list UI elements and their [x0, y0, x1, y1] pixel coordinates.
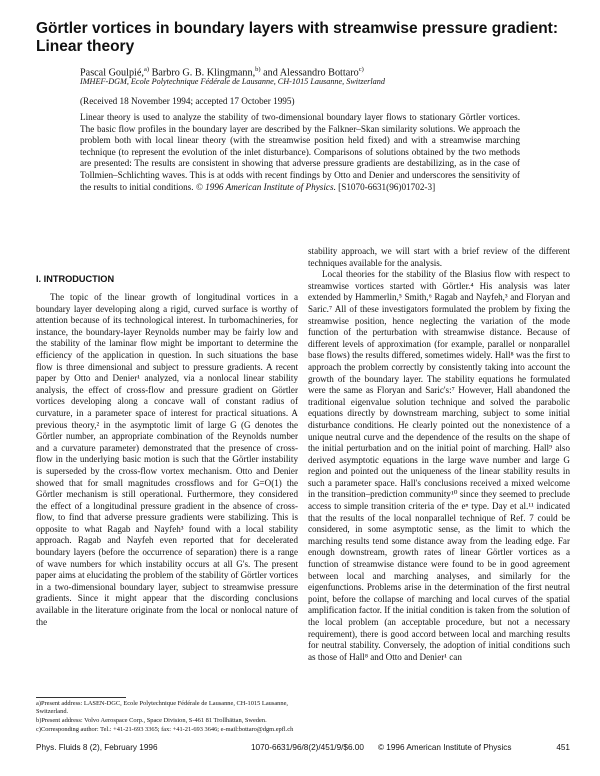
author-name: Pascal Goulpié, [80, 67, 144, 79]
footnotes [36, 700, 298, 734]
footer-code: 1070-6631/96/8(2)/451/9/$6.00 [251, 743, 364, 752]
abstract [80, 112, 520, 193]
footnote: b)Present address: Volvo Aerospace Corp., Space Division, S-461 81 Trollhättan, Sweden. [36, 716, 267, 724]
footnote: c)Corresponding author: Tel.: +41-21-693 3365; fax: +41-21-693 3646; e-mail:bottaro@dgm.epfl.ch [36, 725, 294, 733]
abstract-body: Linear theory is used to analyze the stability of two-dimensional boundary layer flows to stationary Görtler vortices. The basic flow profiles in the boundary layer are described by the Falkner–Skan similarity solutions. We approach the problem both with local linear theory (with the streamwise position held fixed) and with a streamwise marching technique (to represent the evolution of the inlet disturbance). Comparisons of solutions obtained by the two methods are presented: The results are consistent in showing that adverse pressure gradients are destabilizing, as in the case of Tollmien–Schlichting waves. This is at odds with recent findings by Otto and Denier and underscores the sensitivity of the results to initial conditions. [80, 112, 520, 192]
author-footnote-mark: b) [255, 66, 261, 73]
section-heading: I. INTRODUCTION [36, 274, 115, 284]
author-name: and Alessandro Bottaro [263, 67, 359, 79]
author-name: Barbro G. B. Klingmann, [151, 67, 256, 79]
body-paragraph: Local theories for the stability of the Blasius flow with respect to streamwise vortices started with Görtler.⁴ His analysis was later extended by Hammerlin,⁵ Smith,⁶ Ragab and Nayfeh,³ and Floryan and Saric.⁷ All of these investigators formulated the problem by fixing the streamwise position, hence neglecting the variation of the mode function of the perturbation with streamwise distance. Because of different levels of approximation (for example, parallel or nonparallel base flows) the results differed, sometimes widely. Hall⁸ was the first to approach the problem correctly by consistently taking into account the growth of the boundary layer. The stability equations he formulated were the same as Floryan and Saric's:⁷ However, Hall abandoned the traditional eigenvalue solution technique and solved the parabolic equations directly by downstream marching, subject to some initial disturbance conditions. He clearly pointed out the nonexistence of a unique neutral curve and the dependence of the results on the shape of the initial perturbation and on the initial point of marching. Hall⁹ also derived asymptotic equations in the large wave number and large G region and pointed out the uniqueness of the linear stability results in such a parameter space. Hall's conclusions received a mixed welcome in the transition–prediction community¹⁰ since they seemed to preclude access to simple transition criteria of the eⁿ type. Day et al.¹¹ indicated that the results of the local nonparallel technique of Ref. 7 could be considered, in some asymptotic sense, as the limit to which the marching results tend some distance away from the leading edge. Far enough downstream, growth rates of linear Görtler vortices as a function of streamwise distance were found to be in good agreement between local and marching analyses, and similarly for the eigenfunctions. Problems arise in the determination of the first neutral point, before the collapse of marching and local curves of the spatial amplification factor. If the initial condition is taken from the solution of the local problem (an acceptable procedure, but not a necessary requirement), there is good accord between local and marching results for neutral stability. Conversely, the adoption of initial conditions such as those of Hall⁸ and Otto and Denier¹ can [308, 269, 570, 662]
received-dates: (Received 18 November 1994; accepted 17 October 1995) [80, 96, 295, 106]
footnote: a)Present address: LASEN-DGC, Ecole Polytechnique Fédérale de Lausanne, CH-1015 Lausanne, Switzerland. [36, 700, 289, 716]
paper-title: Görtler vortices in boundary layers with streamwise pressure gradient: Linear theory [36, 20, 559, 55]
author-footnote-mark: c) [358, 66, 364, 73]
footer-copyright: © 1996 American Institute of Physics [378, 743, 512, 752]
affiliation: IMHEF-DGM, Ecole Polytechnique Fédérale de Lausanne, CH-1015 Lausanne, Switzerland [80, 77, 385, 86]
left-column [36, 292, 298, 628]
footnote-divider [36, 697, 126, 698]
abstract-code: [S1070-6631(96)01702-3] [338, 181, 436, 192]
author-footnote-mark: a) [143, 66, 150, 73]
abstract-copyright: © 1996 American Institute of Physics. [195, 181, 336, 192]
body-paragraph: The topic of the linear growth of longitudinal vortices in a boundary layer developing along a rigid, curved surface is worthy of attention because of its technological interest. In turbomachineries, for instance, the boundary-layer Reynolds number may be fairly low and the stability of the laminar flow might be important to determine the efficiency of the application in question. In such situations the base flow is three dimensional and subject to pressure gradients. A recent paper by Otto and Denier¹ analyzed, via a nonlocal linear stability analysis, the effect of cross-flow and pressure gradient on Görtler vortices developing along a concave wall of constant radius of curvature, in a parameter space of interest for practical situations. A previous theory,² in the asymptotic limit of large G (G denotes the Görtler number, an appropriate combination of the Reynolds number and a curvature parameter) demonstrated that the presence of cross-flow in the underlying basic motion is such that the Görtler instability is superseded by the cross-flow vortex mechanism. Otto and Denier showed that for small magnitudes crossflows and for G=O(1) the Görtler mechanism is still operational. Furthermore, they considered the effect of a longitudinal pressure gradient in the absence of cross-flow, to find that adverse pressure gradients were stabilizing. This is opposite to what Ragab and Nayfeh³ found with a local stability approach. Ragab and Nayfeh even reported that for decelerated boundary layers (before the occurrence of separation) there is a range of wave numbers for which instability occurs at all G's. The present paper aims at elucidating the problem of the stability of Görtler vortices in a two-dimensional boundary layer, subject to streamwise pressure gradients. Since it might appear that the discording conclusions available in the literature originate from the local or nonlocal nature of the [36, 292, 298, 627]
footer-journal: Phys. Fluids 8 (2), February 1996 [36, 743, 158, 752]
body-paragraph: stability approach, we will start with a brief review of the different techniques available for the analysis. [308, 246, 570, 268]
page-number: 451 [556, 743, 570, 752]
right-column [308, 246, 570, 663]
